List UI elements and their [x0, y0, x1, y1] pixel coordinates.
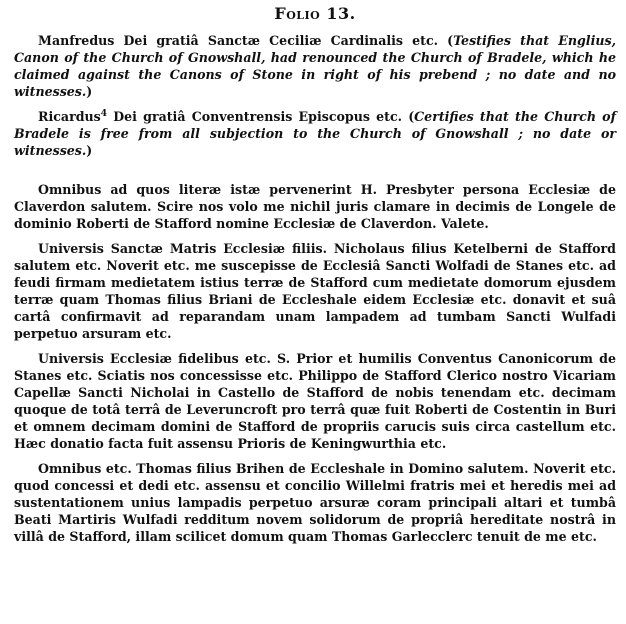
folio-heading: Folio 13.: [274, 4, 356, 23]
entry-lead: Manfredus Dei gratiâ Sanctæ Ceciliæ Cardinalis etc. (: [38, 33, 454, 48]
charter-thomas-brihen: Omnibus etc. Thomas filius Brihen de Eccleshale in Domino salutem. Noverit etc. quod concessi et dedi etc. assensu et concilio Willelmi fratris mei et heredis mei ad sustentationem unius lampadis perpetuo arsuræ coram principali altari et tumbâ Beati Martiris Wulfadi redditum novem solidorum de propriâ hereditate nostrâ in villâ de Stafford, illam scilicet domum quam Thomas Garlecclerc tenuit de me etc.: [14, 461, 616, 544]
charter-nicholaus: Universis Sanctæ Matris Ecclesiæ filiis. Nicholaus filius Ketelberni de Stafford salutem etc. Noverit etc. me suscepisse de Ecclesiâ Sancti Wolfadi de Stanes etc. ad feudi firmam medietatem istius terræ de Stafford cum medietate domorum ejusdem terræ quam Thomas filius Briani de Eccleshale eidem Ecclesiæ etc. donavit et suâ cartâ confirmavit ad reparandam unam lampadem ad tumbam Sancti Wulfadi perpetuo arsuram etc.: [14, 241, 616, 341]
entry-tail: ): [86, 84, 93, 99]
entry-summary: Certifies that the Church of Bradele is free from all subjection to the Church of Gnowshall ; no date or witnesses.: [14, 109, 616, 158]
footnote-mark: 4: [100, 108, 108, 119]
entry-manfredus: [14, 32, 616, 100]
entry-lead: Dei gratiâ Conventrensis Episcopus etc. (: [107, 109, 415, 124]
entry-ricardus: [14, 108, 616, 159]
charter-prior-stanes: Universis Ecclesiæ fidelibus etc. S. Prior et humilis Conventus Canonicorum de Stanes etc. Sciatis nos concessisse etc. Philippo de Stafford Clerico nostro Vicariam Capellæ Sancti Nicholai in Castello de Stafford de nobis tenendam etc. decimam quoque de totâ terrâ de Leveruncroft pro terrâ quæ fuit Roberti de Costentin in Buri et omnem decimam domini de Stafford de propriis carucis suis circa castellum etc. Hæc donatio facta fuit assensu Prioris de Keningwurthia etc.: [14, 351, 616, 451]
entry-summary: Testifies that Englius, Canon of the Church of Gnowshall, had renounced the Church of Bradele, which he claimed against the Canons of Stone in right of his prebend ; no date and no witnesses.: [14, 33, 616, 99]
charter-claverdon: Omnibus ad quos literæ istæ pervenerint H. Presbyter persona Ecclesiæ de Claverdon salutem. Scire nos volo me nichil juris clamare in decimis de Longele de dominio Roberti de Stafford nomine Ecclesiæ de Claverdon. Valete.: [14, 182, 616, 231]
entry-lead-name: Ricardus: [38, 109, 101, 124]
entry-tail: ): [86, 143, 93, 158]
